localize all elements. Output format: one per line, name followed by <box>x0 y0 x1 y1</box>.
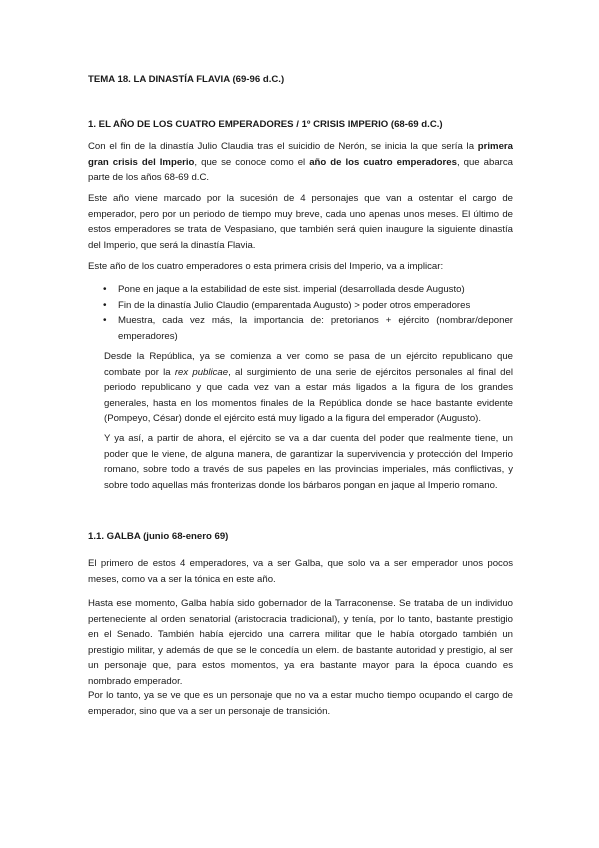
paragraph-1 <box>88 139 513 186</box>
list-item: • Muestra, cada vez más, la importancia de: pretorianos + ejército (nombrar/deponer emperadores) <box>88 313 513 344</box>
p1-text-a: Con el fin de la dinastía Julio Claudia tras el suicidio de Nerón, se inicia la que sería la <box>88 141 478 152</box>
p1-bold-a: primera gran crisis del Imperio <box>88 141 513 168</box>
list-item: • Fin de la dinastía Julio Claudio (emparentada Augusto) > poder otros emperadores <box>88 298 513 314</box>
paragraph-6: El primero de estos 4 emperadores, va a ser Galba, que solo va a ser emperador unos pocos meses, como va a ser la tónica en este año. <box>88 558 513 585</box>
p1-bold-b: año de los cuatro emperadores <box>309 156 457 168</box>
p1-text-c: , que abarca parte de los años 68-69 d.C. <box>88 156 513 184</box>
paragraph-4 <box>104 349 513 427</box>
paragraph-5: Y ya así, a partir de ahora, el ejército se va a dar cuenta del poder que realmente tiene, un poder que le viene, de alguna manera, de garantizar la supervivencia y protección del Imperio romano, sobre todo a través de sus papeles en las provincias imperiales, más conflictivas, y sobre todo aquellas más fronterizas donde los bárbaros pongan en jaque al Imperio romano. <box>104 433 513 491</box>
p1-text-b: , que se conoce como el <box>194 156 310 168</box>
list-item: • Pone en jaque a la estabilidad de este sist. imperial (desarrollada desde Augusto) <box>88 282 513 298</box>
paragraph-8: Por lo tanto, ya se ve que es un personaje que no va a estar mucho tiempo ocupando el cargo de emperador, sino que va a ser un personaje de transición. <box>88 690 513 717</box>
paragraph-2: Este año viene marcado por la sucesión de 4 personajes que van a ostentar el cargo de emperador, pero por un periodo de tiempo muy breve, cada uno apenas unos meses. El último de estos emperadores se trata de Vespasiano, que también será quien inaugure la siguiente dinastía del Imperio, que será la dinastía Flavia. <box>88 193 513 251</box>
section-heading-1: 1. EL AÑO DE LOS CUATRO EMPERADORES / 1º CRISIS IMPERIO (68-69 d.C.) <box>88 119 443 130</box>
p4-text-b: , al surgimiento de una serie de ejércitos personales al final del periodo republicano y que cada vez van a estar más ligados a la figura de los grandes generales, hasta en los momentos finales de la República donde se hace bastante evidente (Pompeyo, César) donde el ejército está muy ligado a la figura del emperador (Augusto). <box>104 366 513 425</box>
bullet-list <box>88 282 513 344</box>
p4-italic: rex publicae <box>174 366 229 378</box>
paragraph-3: Este año de los cuatro emperadores o esta primera crisis del Imperio, va a implicar: <box>88 261 444 272</box>
paragraph-7: Hasta ese momento, Galba había sido gobernador de la Tarraconense. Se trataba de un individuo perteneciente al orden senatorial (aristocracia tradicional), y tenía, por lo tanto, bastante prestigio en el Senado. También había ejercido una carrera militar que le había otorgado también un prestigio militar, y además de que se le concedía un elem. de bastante autoridad y prestigio, al ser un personaje que, para estos momentos, ya era bastante mayor para la época cuando es nombrado emperador. <box>88 598 513 687</box>
p4-text-a: Desde la República, ya se comienza a ver como se pasa de un ejército republicano que combate por la <box>104 351 513 378</box>
section-heading-1-1: 1.1. GALBA (junio 68-enero 69) <box>88 531 229 542</box>
document-title: TEMA 18. LA DINASTÍA FLAVIA (69-96 d.C.) <box>88 74 285 85</box>
